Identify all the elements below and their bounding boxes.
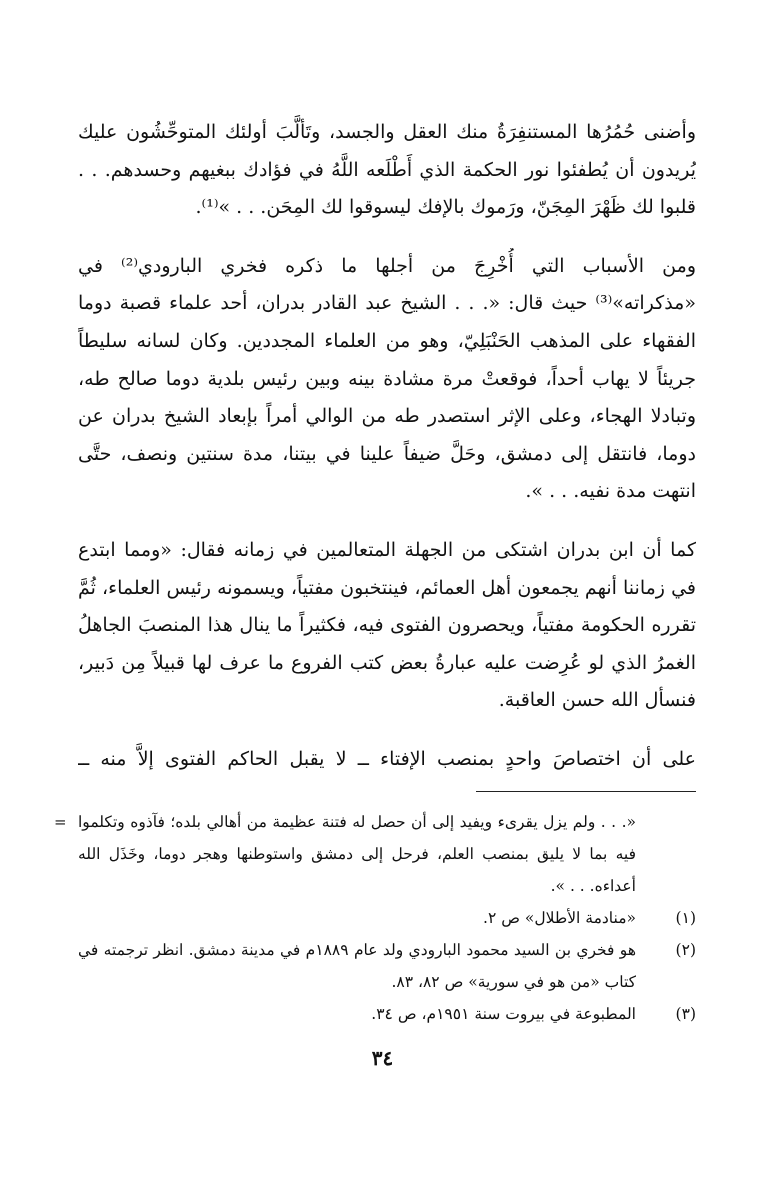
text-line: كما أن ابن بدران اشتكى من الجهلة المتعالمين في زمانه فقال: «ومما ابتدع	[78, 538, 696, 561]
footnote-separator	[476, 791, 696, 792]
text-line: تقرره الحكومة مفتياً، ويحصرون الفتوى فيه، فكثيراً ما ينال هذا المنصبَ الجاهلُ	[78, 614, 696, 637]
paragraph-3	[78, 532, 696, 720]
text-line: وأضنى حُمُرُها المستنفِرَةُ منك العقل والجسد، وتَألَّبَ أولئك المتوحِّشُون عليك	[78, 121, 696, 143]
paragraph-4	[78, 741, 696, 779]
text-line: وتبادلا الهجاء، وعلى الإثر استصدر طه من الوالي أمراً بإبعاد الشيخ بدران عن	[78, 405, 696, 428]
text-line: جريئاً لا يهاب أحداً، فوقعتْ مرة مشادة بينه وبين رئيس بلدية دوما صالح طه،	[78, 367, 696, 390]
footnote-2	[78, 934, 696, 998]
continuation-mark: =	[54, 812, 67, 831]
paragraph-2	[78, 248, 696, 511]
text-line: الغمرُ الذي لو عُرِضت عليه عبارةُ بعض كتب الفروع ما عرف لها قبيلاً مِن دَبير،	[78, 651, 696, 674]
text-line: انتهت مدة نفيه. . . ».	[525, 480, 696, 503]
footnote-line: «منادمة الأطلال» ص ٢.	[483, 908, 636, 927]
footnote-line: المطبوعة في بيروت سنة ١٩٥١م، ص ٣٤.	[371, 1004, 636, 1023]
footnote-marker: (٢)	[675, 940, 696, 959]
footnote-line: «. . . ولم يزل يقرىء ويفيد إلى أن حصل له فتنة عظيمة من أهالي بلده؛ فآذوه وتكلموا	[78, 812, 636, 831]
text-line: على أن اختصاصَ واحدٍ بمنصب الإفتاء ــ لا يقبل الحاكم الفتوى إلاَّ منه ــ	[78, 747, 696, 770]
text-line: دوما، فانتقل إلى دمشق، وحَلَّ ضيفاً علينا في بيتنا، مدة سنتين ونصف، حتَّى	[78, 442, 696, 465]
text-line: قلبوا لك ظَهْرَ المِجَنّ، ورَموك بالإفك ليسوقوا لك المِحَن. . . »⁽¹⁾.	[195, 196, 696, 219]
text-line: في زماننا أنهم يجمعون أهل العمائم، فينتخبون مفتياً، ويسمونه رئيس العلماء، ثُمَّ	[78, 576, 696, 599]
footnote-line: هو فخري بن السيد محمود البارودي ولد عام ١٨٨٩م في مدينة دمشق. انظر ترجمته في	[78, 940, 636, 959]
paragraph-1	[78, 114, 696, 227]
footnotes	[54, 806, 696, 1030]
footnote-line: كتاب «من هو في سورية» ص ٨٢، ٨٣.	[391, 972, 636, 991]
text-line: الفقهاء على المذهب الحَنْبَلِيّ، وهو من العلماء المجددين. وكان لسانه سليطاً	[78, 329, 696, 352]
text-line: «مذكراته»⁽³⁾ حيث قال: «. . . الشيخ عبد القادر بدران، أحد علماء قصبة دوما	[78, 292, 696, 315]
footnote-line: أعداءه. . . ».	[550, 876, 636, 895]
text-line: ومن الأسباب التي أُخْرِجَ من أجلها ما ذكره فخري البارودي⁽²⁾ في	[78, 254, 696, 277]
footnote-3	[78, 998, 696, 1030]
main-text	[78, 114, 696, 779]
footnote-marker: (١)	[675, 908, 696, 927]
page-number: ٣٤	[371, 1046, 394, 1070]
footnote-marker: (٣)	[675, 1004, 696, 1023]
text-line: فنسأل الله حسن العاقبة.	[498, 689, 696, 712]
page-content	[54, 114, 696, 1030]
text-line: يُريدون أن يُطفئوا نور الحكمة الذي أَطْلَعه اللَّهُ في فؤادك ببغيهم وحسدهم. . .	[78, 158, 696, 181]
footnote-line: فيه بما لا يليق بمنصب العلم، فرحل إلى دمشق واستوطنها وهجر دوما، وخَذَل الله	[78, 844, 636, 863]
footnote-1	[78, 902, 696, 934]
footnote-continuation	[54, 806, 696, 902]
